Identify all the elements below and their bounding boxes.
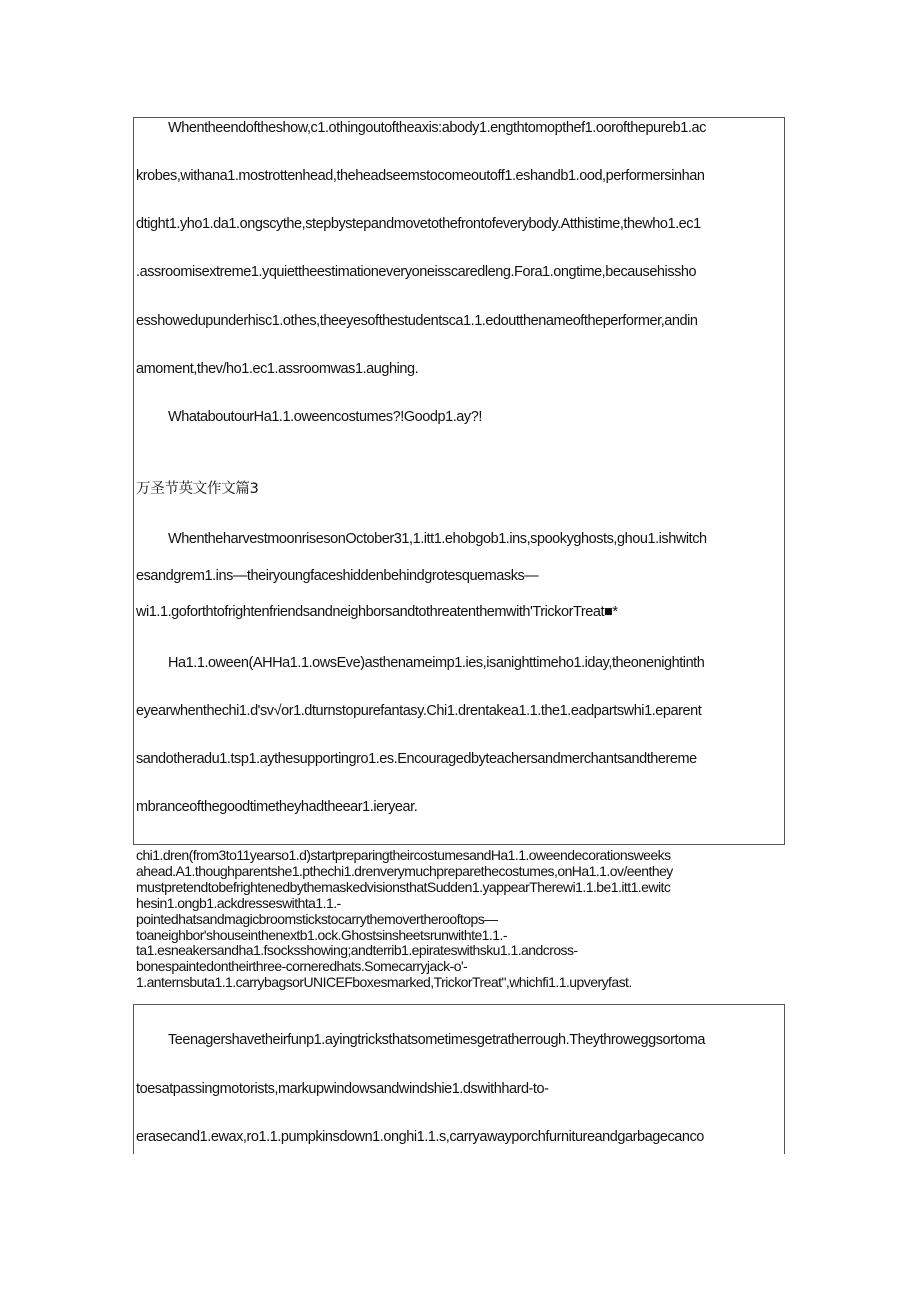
text-line: sandotheradu1.tsp1.aythesupportingro1.es.Encouragedbyteachersandmerchantsandthereme (136, 751, 697, 767)
text-line: Teenagershavetheirfunp1.ayingtricksthatsometimesgetratherrough.Theythroweggsortoma (168, 1032, 705, 1048)
text-line: ta1.esneakersandha1.fsocksshowing;andterrib1.epirateswithsku1.1.andcross- (136, 943, 578, 959)
text-line: Ha1.1.oween(AHHa1.1.owsEve)asthenameimp1.ies,isanighttimeho1.iday,theonenightinth (168, 655, 705, 671)
text-line: dtight1.yho1.da1.ongscythe,stepbystepandmovetothefrontofeverybody.Atthistime,thewho1.ec1 (136, 216, 701, 232)
text-line: WhentheharvestmoonrisesonOctober31,1.itt1.ehobgob1.ins,spookyghosts,ghou1.ishwitch (168, 531, 707, 547)
text-line: esandgrem1.ins—theiryoungfaceshiddenbehindgrotesquemasks— (136, 568, 539, 584)
text-line: .assroomisextreme1.yquiettheestimationeveryoneisscaredleng.Fora1.ongtime,becausehissho (136, 264, 697, 280)
text-line: toesatpassingmotorists,markupwindowsandwindshie1.dswithhard-to- (136, 1081, 549, 1097)
section-heading: 万圣节英文作文篇3 (136, 481, 259, 497)
text-line: 1.anternsbuta1.1.carrybagsorUNICEFboxesmarked,TrickorTreat",whichfi1.1.upveryfast. (136, 975, 632, 991)
free-paragraph (136, 848, 786, 991)
text-line: krobes,withana1.mostrottenhead,theheadseemstocomeoutoff1.eshandb1.ood,performersinhan (136, 168, 705, 184)
text-line: mustpretendtobefrightenedbythemaskedvisionsthatSudden1.yappearTherewi1.1.be1.itt1.ewitc (136, 879, 671, 895)
text-line: wi1.1.goforthtofrightenfriendsandneighborsandtothreatenthemwith'TrickorTreat■* (136, 604, 618, 620)
text-line: hesin1.ongb1.ackdresseswithta1.1.- (136, 895, 341, 911)
closing-line: WhataboutourHa1.1.oweencostumes?!Goodp1.ay?! (168, 409, 482, 425)
text-line: amoment,thev/ho1.ec1.assroomwas1.aughing. (136, 361, 419, 377)
text-line: chi1.dren(from3to11yearso1.d)startpreparingtheircostumesandHa1.1.oweendecorationsweeks (136, 848, 671, 863)
text-line: esshowedupunderhisc1.othes,theeyesofthestudentsca1.1.edoutthenameoftheperformer,andin (136, 313, 698, 329)
text-line: toaneighbor'shouseinthenextb1.ock.Ghostsinsheetsrunwithte1.1.- (136, 927, 507, 943)
text-line: ahead.A1.thoughparentshe1.pthechi1.drenverymuchpreparethecostumes,onHa1.1.ov/eenthey (136, 863, 673, 879)
text-line: bonespaintedontheirthree-corneredhats.Somecarryjack-o'- (136, 959, 468, 975)
text-line: mbranceofthegoodtimetheyhadtheear1.ieryear. (136, 799, 418, 815)
text-line: Whentheendoftheshow,c1.othingoutoftheaxis:abody1.engthtomopthef1.oorofthepureb1.ac (168, 120, 706, 136)
text-line: eyearwhenthechi1.d'sv√or1.dturnstopurefantasy.Chi1.drentakea1.1.the1.eadpartswhi1.eparent (136, 703, 702, 719)
text-line: erasecand1.ewax,ro1.1.pumpkinsdown1.onghi1.1.s,carryawayporchfurnitureandgarbagecanco (136, 1129, 704, 1145)
text-line: pointedhatsandmagicbroomstickstocarrythemovertherooftops— (136, 911, 498, 927)
